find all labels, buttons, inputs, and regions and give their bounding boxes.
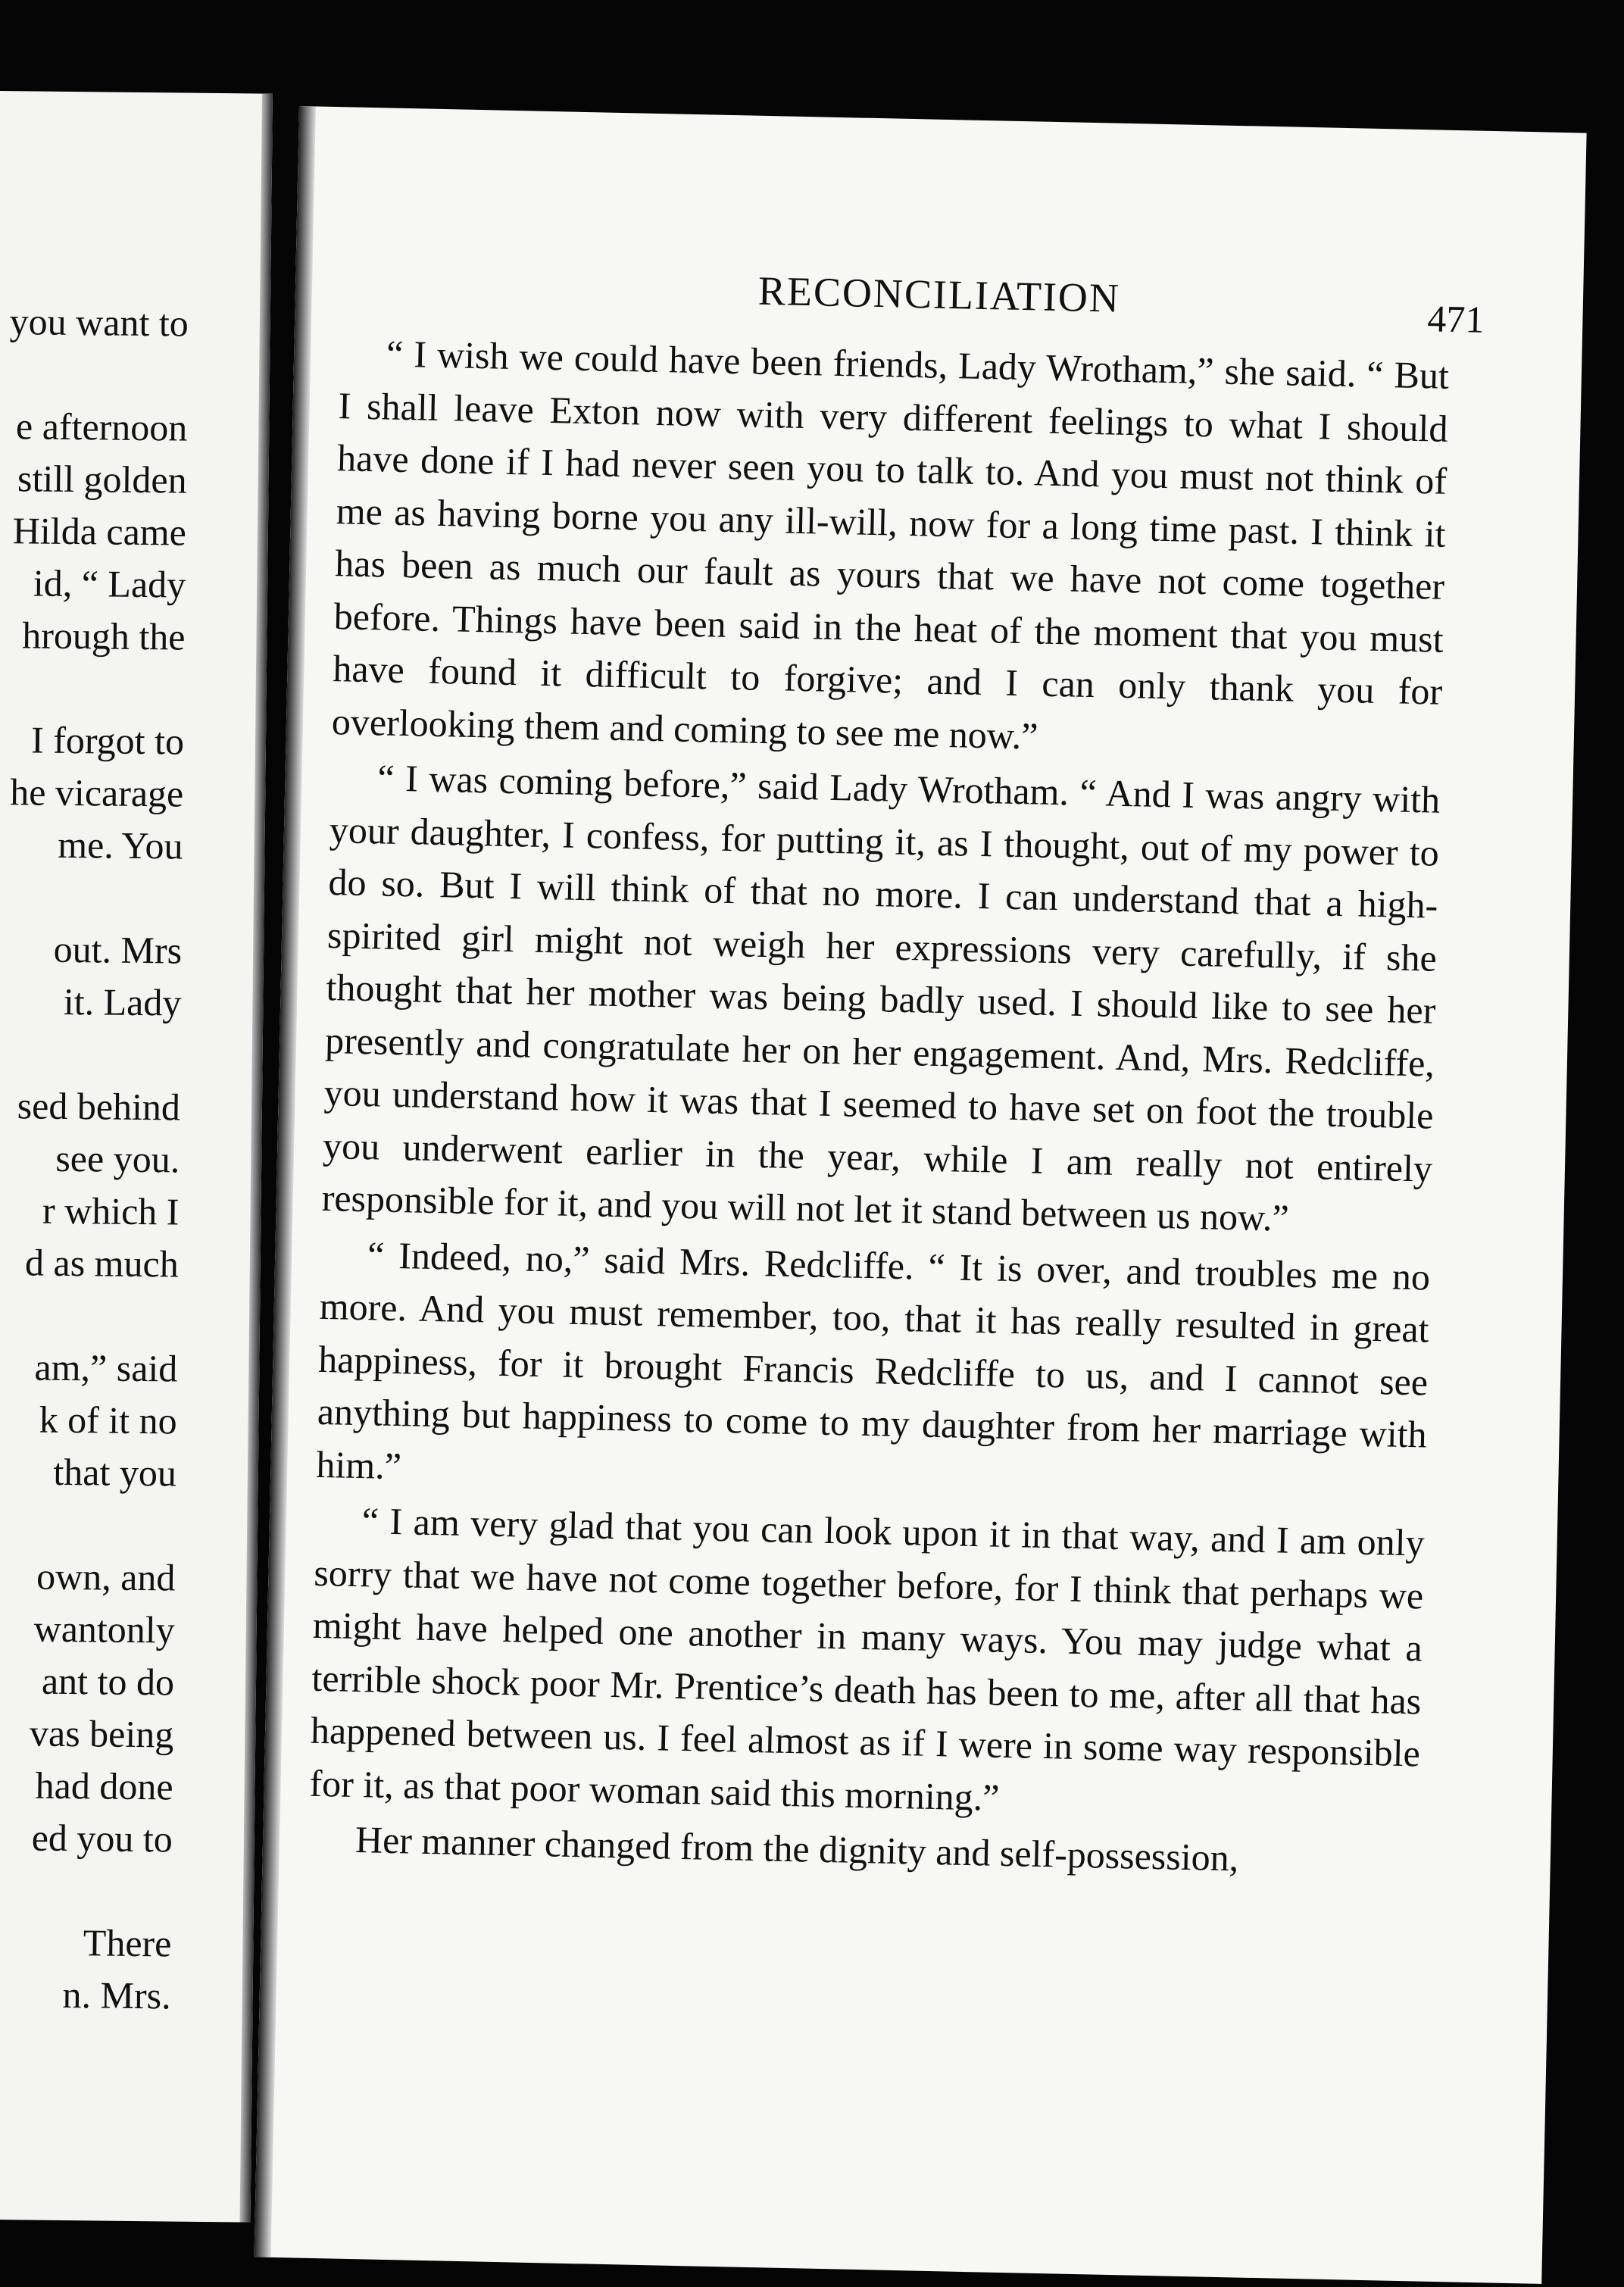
left-page-line: still golden <box>17 457 187 501</box>
left-page-line: n. Mrs. <box>62 1973 171 2017</box>
left-page-line: wantonly <box>33 1607 176 1651</box>
left-page-line: you want to <box>9 300 189 345</box>
left-page-line: d as much <box>24 1241 180 1286</box>
left-page-line: it. Lady <box>63 979 182 1024</box>
left-page-line: r which I <box>42 1189 180 1233</box>
left-page-line: own, and <box>36 1554 176 1599</box>
paragraph-1: “ I wish we could have been friends, Lady Wrotham,” she said. “ But I shall leave Exton now with very different feelings to what I should have done if I had never seen you to talk to. And you must not think of me as having borne you any ill-will, now for a long time past. I think it has been as much our fault as yours that we have not come together before. Things have been said in the heat of the moment that you must have found it difficult to forgive; and I can only thank you for overlooking them and coming to see me now.” <box>331 332 1450 758</box>
left-page-line: e afternoon <box>15 405 188 449</box>
running-head: RECONCILIATION <box>757 267 1121 321</box>
paragraph-5: Her manner changed from the dignity and self-possession, <box>354 1818 1239 1879</box>
left-page-line: me. You <box>57 823 183 867</box>
left-page-line: see you. <box>55 1136 180 1181</box>
left-page-text <box>0 295 189 2022</box>
left-page-line: had done <box>35 1764 173 1808</box>
left-page-line: hrough the <box>21 614 186 658</box>
left-page-blank-line <box>0 1864 172 1917</box>
left-page-line: out. Mrs <box>53 927 183 972</box>
left-page-line: Hilda came <box>12 509 187 554</box>
left-page-line: ed you to <box>31 1816 173 1861</box>
left-page-line: There <box>83 1921 172 1965</box>
left-page-blank-line <box>0 1289 178 1342</box>
paragraph-3: “ Indeed, no,” said Mrs. Redcliffe. “ It is over, and troubles me no more. And you must remember, too, that it has really resulted in great happiness, for it brought Francis Redcliffe to us, and I cannot see anything but happiness to come to my daughter from her marriage with him.” <box>315 1233 1431 1487</box>
left-facing-page <box>0 91 273 2223</box>
left-page-line: he vicarage <box>10 770 184 815</box>
left-page-line: vas being <box>29 1711 174 1756</box>
left-page-blank-line <box>5 661 185 715</box>
paragraph-2: “ I was coming before,” said Lady Wrotham. “ And I was angry with your daughter, I confess, for putting it, as I thought, out of my power to do so. But I will think of that no more. I can understand that a high-spirited girl might not weigh her expressions very carefully, if she thought that her mother was being badly used. I should like to see her presently and congratulate her on her engagement. And, Mrs. Redcliffe, you understand how it was that I seemed to have set on foot the trouble you underwent earlier in the year, while I am really not entirely responsible for it, and you will not let it stand between us now.” <box>321 756 1441 1239</box>
left-page-line: sed behind <box>17 1084 181 1129</box>
left-page-blank-line <box>9 348 189 401</box>
body-text <box>308 326 1449 1892</box>
right-page <box>255 106 1587 2284</box>
left-page-line: ant to do <box>41 1659 175 1704</box>
left-page-blank-line <box>3 870 183 924</box>
left-page-blank-line <box>2 1027 181 1081</box>
left-page-line: am,” said <box>34 1345 178 1390</box>
left-page-line: I forgot to <box>30 718 185 763</box>
page-number: 471 <box>1426 297 1485 341</box>
left-page-line: that you <box>53 1450 177 1495</box>
left-page-blank-line <box>0 1498 176 1551</box>
left-page-line: k of it no <box>39 1398 177 1442</box>
left-page-line: id, “ Lady <box>33 561 186 606</box>
paragraph-4: “ I am very glad that you can look upon it in that way, and I am only sorry that we have not come together before, for I think that perhaps we might have helped one another in many ways. You may judge what a terrible shock poor Mr. Prentice’s death has been to me, after all that has happened between us. I feel almost as if I were in some way responsible for it, as that poor woman said this morning.” <box>309 1499 1426 1819</box>
